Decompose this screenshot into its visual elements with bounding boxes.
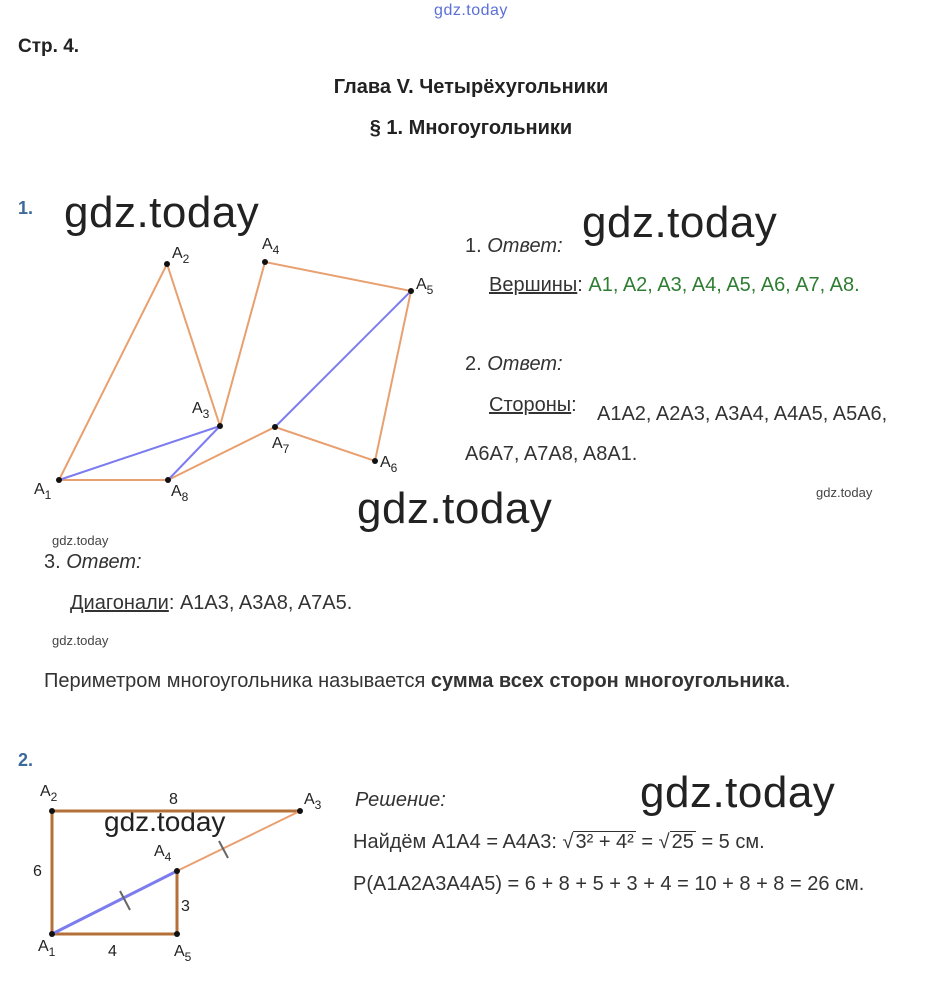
solution-label: Решение: xyxy=(355,789,446,811)
term-sides: Стороны xyxy=(489,394,572,416)
vertex-label-a4: $A_4$ xyxy=(154,843,172,864)
watermark-large: gdz.today xyxy=(640,768,836,817)
vertex-label-a2: $A_2$ xyxy=(40,783,58,804)
pentagon-figure xyxy=(0,770,340,970)
watermark-large: gdz.today xyxy=(357,484,553,533)
answer-1-heading: 1. Ответ: xyxy=(465,235,563,257)
vertex-label-a8: $A_8$ xyxy=(171,483,189,504)
vertex-label-a2: $A_2$ xyxy=(172,245,190,266)
answer-2-sides: Стороны: xyxy=(489,394,577,416)
sides-list: A1A2, A2A3, A3A4, A4A5, A5A6, A6A7, A7A8, A8A1. xyxy=(465,403,888,465)
vertex-label-a5: $A_5$ xyxy=(174,943,192,964)
diagonal-a1a3 xyxy=(59,426,220,480)
side-length-left: 6 xyxy=(33,863,42,880)
watermark-large: gdz.today xyxy=(582,198,778,247)
segment-a4a3 xyxy=(177,811,300,871)
task-number: 2. xyxy=(18,750,34,770)
side-length-bottom: 4 xyxy=(108,943,117,960)
side-length-right: 3 xyxy=(181,898,190,915)
solution-line-2: P(A1A2A3A4A5) = 6 + 8 + 5 + 3 + 4 = 10 + 8 + 8 = 26 см. xyxy=(353,873,865,895)
term-diagonals: Диагонали xyxy=(70,592,169,614)
watermark-small: gdz.today xyxy=(52,533,109,548)
vertex-label-a1: $A_1$ xyxy=(38,938,56,959)
vertex-label-a5: $A_5$ xyxy=(416,276,434,297)
answer-2-heading: 2. Ответ: xyxy=(465,353,563,375)
watermark-large: gdz.today xyxy=(64,188,260,237)
watermark-small: gdz.today xyxy=(52,633,109,648)
vertex-label-a4: $A_4$ xyxy=(262,236,280,257)
polygon-sides xyxy=(59,262,411,480)
radicand: 3² + 4² xyxy=(575,831,634,853)
watermark-top: gdz.today xyxy=(434,2,508,19)
vertex-label-a6: $A_6$ xyxy=(380,454,398,475)
task-number: 1. xyxy=(18,198,34,218)
answer-1-vertices: Вершины: A1, A2, A3, A4, A5, A6, A7, A8. xyxy=(489,274,860,296)
section-title: § 1. Многоугольники xyxy=(369,117,573,139)
vertex-label-a7: $A_7$ xyxy=(272,435,290,456)
diagonals-list: A1A3, A3A8, A7A5. xyxy=(179,592,353,614)
radicand: 25 xyxy=(671,831,694,853)
polygon-diagonals xyxy=(59,291,411,480)
segment-a1a4 xyxy=(52,871,177,934)
answer-3-diagonals: Диагонали: A1A3, A3A8, A7A5. xyxy=(70,592,353,614)
perimeter-definition: Периметром многоугольника называется сумма всех сторон многоугольника. xyxy=(44,670,791,692)
solution-line-1: Найдём A1A4 = A4A3: √ 3² + 4² = √ 25 = 5 см. xyxy=(353,831,765,853)
page-label: Стр. 4. xyxy=(18,36,80,57)
vertex-label-a3: $A_3$ xyxy=(304,791,322,812)
watermark-small: gdz.today xyxy=(816,485,873,500)
term-vertices: Вершины xyxy=(489,274,578,296)
vertex-label-a3: $A_3$ xyxy=(192,400,210,421)
answer-3-heading: 3. Ответ: xyxy=(44,551,142,573)
watermark-medium: gdz.today xyxy=(104,806,226,837)
vertex-label-a1: $A_1$ xyxy=(34,481,52,502)
chapter-title: Глава V. Четырёхугольники xyxy=(333,76,609,98)
vertices-list: A1, A2, A3, A4, A5, A6, A7, A8. xyxy=(588,274,860,296)
side-length-top: 8 xyxy=(169,791,178,808)
diagonal-a7a5 xyxy=(275,291,411,427)
